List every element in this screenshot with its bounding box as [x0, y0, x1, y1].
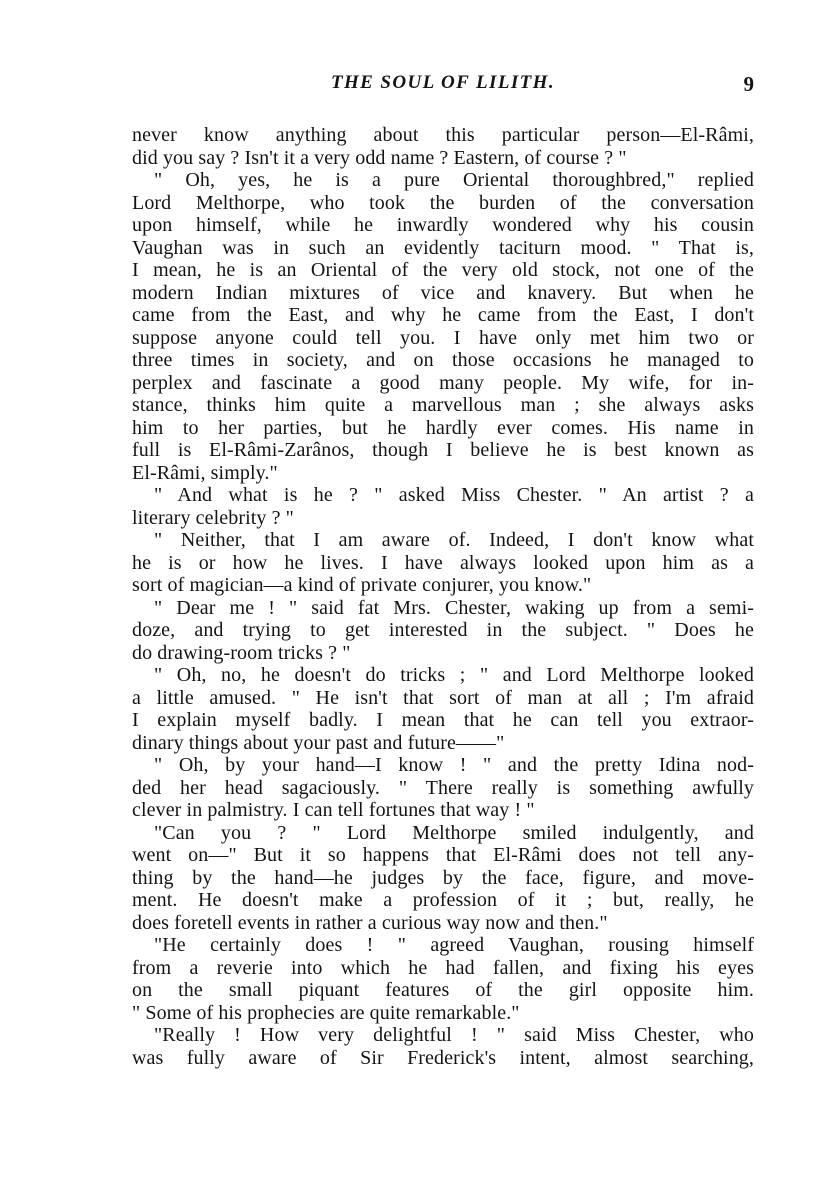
text-line: came from the East, and why he came from the East, I don't — [132, 304, 754, 326]
text-line: " Neither, that I am aware of. Indeed, I don't know what — [154, 529, 754, 551]
text-line: thing by the hand—he judges by the face, figure, and move- — [132, 866, 754, 889]
text-line: " Some of his prophecies are quite remarkable." — [132, 1001, 520, 1024]
text-line: did you say ? Isn't it a very odd name ? Eastern, of course ? " — [132, 146, 627, 169]
body-text — [132, 124, 754, 1069]
text-line: literary celebrity ? " — [132, 506, 294, 529]
text-line: " Dear me ! " said fat Mrs. Chester, waking up from a semi- — [154, 596, 754, 619]
text-line: " And what is he ? " asked Miss Chester. " An artist ? a — [154, 484, 754, 506]
text-line: does foretell events in rather a curious way now and then." — [132, 911, 608, 934]
text-line: suppose anyone could tell you. I have only met him two or — [132, 326, 754, 349]
text-line: from a reverie into which he had fallen, and fixing his eyes — [132, 956, 754, 979]
text-line: stance, thinks him quite a marvellous man ; she always asks — [132, 394, 754, 416]
text-line: I mean, he is an Oriental of the very old stock, not one of the — [132, 259, 754, 281]
text-line: ment. He doesn't make a profession of it ; but, really, he — [132, 889, 754, 911]
text-line: do drawing-room tricks ? " — [132, 641, 351, 664]
text-line: Vaughan was in such an evidently taciturn mood. " That is, — [132, 236, 754, 259]
text-line: never know anything about this particular person—El-Râmi, — [132, 124, 754, 146]
text-line: upon himself, while he inwardly wondered why his cousin — [132, 214, 754, 236]
text-line: full is El-Râmi-Zarânos, though I believe he is best known as — [132, 439, 754, 461]
text-line: " Oh, yes, he is a pure Oriental thoroughbred," replied — [154, 169, 754, 191]
text-line: perplex and fascinate a good many people. My wife, for in- — [132, 371, 754, 394]
page-number: 9 — [743, 72, 754, 96]
text-line: on the small piquant features of the girl opposite him. — [132, 979, 754, 1001]
text-line: he is or how he lives. I have always looked upon him as a — [132, 551, 754, 574]
text-line: three times in society, and on those occasions he managed to — [132, 349, 754, 371]
text-line: was fully aware of Sir Frederick's intent, almost searching, — [132, 1046, 754, 1069]
text-line: went on—" But it so happens that El-Râmi does not tell any- — [132, 844, 754, 866]
text-line: "He certainly does ! " agreed Vaughan, rousing himself — [154, 934, 754, 956]
text-line: sort of magician—a kind of private conjurer, you know." — [132, 574, 592, 596]
text-line: a little amused. " He isn't that sort of man at all ; I'm afraid — [132, 686, 754, 709]
text-line: dinary things about your past and future——" — [132, 731, 505, 754]
text-line: I explain myself badly. I mean that he can tell you extraor- — [132, 709, 754, 731]
text-line: ded her head sagaciously. " There really is something awfully — [132, 776, 754, 799]
text-line: El-Râmi, simply." — [132, 461, 278, 484]
text-line: " Oh, no, he doesn't do tricks ; " and Lord Melthorpe looked — [154, 664, 754, 686]
text-line: "Really ! How very delightful ! " said Miss Chester, who — [154, 1024, 754, 1046]
text-line: clever in palmistry. I can tell fortunes that way ! " — [132, 799, 535, 821]
running-head — [132, 72, 754, 104]
text-line: " Oh, by your hand—I know ! " and the pretty Idina nod- — [154, 754, 754, 776]
text-line: Lord Melthorpe, who took the burden of the conversation — [132, 191, 754, 214]
text-line: him to her parties, but he hardly ever comes. His name in — [132, 416, 754, 439]
running-title: THE SOUL OF LILITH. — [330, 72, 555, 93]
text-line: doze, and trying to get interested in the subject. " Does he — [132, 619, 754, 641]
text-line: "Can you ? " Lord Melthorpe smiled indulgently, and — [154, 821, 754, 844]
text-line: modern Indian mixtures of vice and knavery. But when he — [132, 281, 754, 304]
